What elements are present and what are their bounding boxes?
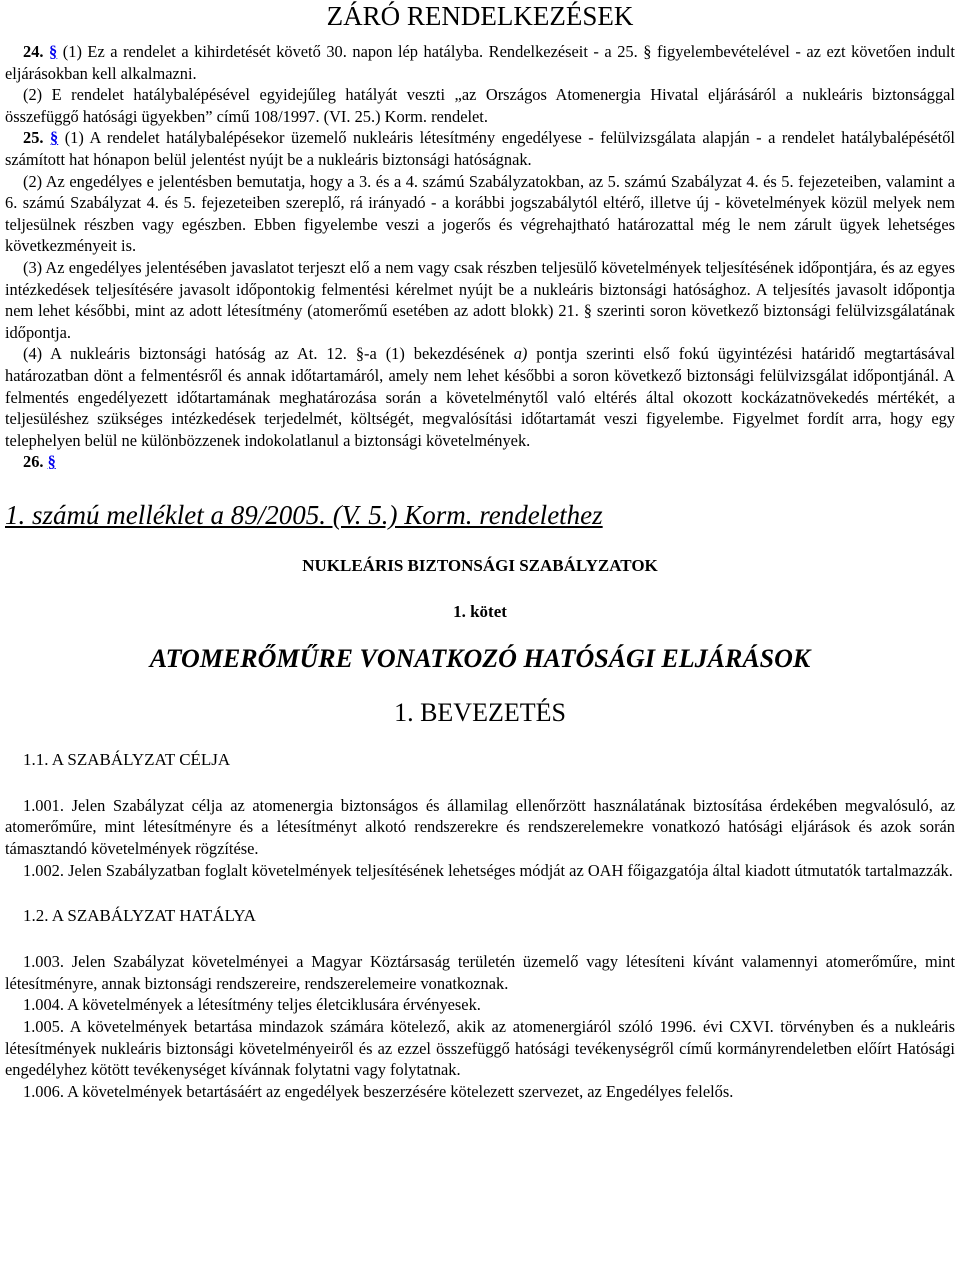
paragraph-1-004: 1.004. A követelmények a létesítmény teljes életciklusára érvényesek. <box>23 995 481 1015</box>
paragraph-sign-link[interactable]: § <box>50 128 59 148</box>
paragraph-text: (4) A nukleáris biztonsági hatóság az At. 12. §-a (1) bekezdésének <box>23 344 514 364</box>
paragraph-1-002: 1.002. Jelen Szabályzatban foglalt követelmények teljesítésének lehetséges módját az OAH főigazgatója által kiadott útmutatók tartalmazzák. <box>23 860 953 880</box>
volume-label: 1. kötet <box>453 601 507 621</box>
section-number: 25. <box>23 128 44 148</box>
section-24 <box>5 41 955 127</box>
paragraph-1-005: 1.005. A követelmények betartása mindazok számára kötelező, akik az atomenergiáról szóló 1996. évi CXVI. törvényben és a nukleáris létesítmények nukleáris biztonsági követelményeiről és az ezzel összefüggő hatósági tevékenységről című kormányrendeletben előírt Hatósági engedélyhez kötött tevékenységet kívánnak folytatni vagy folytatnak. <box>5 1017 955 1080</box>
volume-title: ATOMERŐMŰRE VONATKOZÓ HATÓSÁGI ELJÁRÁSOK <box>149 643 811 673</box>
chapter-heading: 1. BEVEZETÉS <box>394 697 566 727</box>
paragraph-sign-link[interactable]: § <box>47 452 56 472</box>
paragraph-sign-link[interactable]: § <box>49 42 58 61</box>
paragraph-25-2: (2) Az engedélyes e jelentésben bemutatja, hogy a 3. és a 4. számú Szabályzatokban, az 5. számú Szabályzat 4. és 5. fejezeteiben, valamint a 6. számú Szabályzat 4. és 5. fejezeteiben szereplő, rá irányadó - a korábbi jogszabálytól eltérő, illetve új - követelmények közül melyek nem teljesülnek részben vagy egészben. Ebben figyelembe veszi a jogerős és végrehajtható határozattal még le nem zárult ügyek lehetséges következményeit is. <box>5 171 955 256</box>
paragraph-24-2: (2) E rendelet hatálybalépésével egyidejűleg hatályát veszti „az Országos Atomenergia Hivatal eljárásáról a nukleáris biztonsággal összefüggő hatósági ügyekben” című 108/1997. (VI. 25.) Korm. rendelet. <box>5 85 955 126</box>
section-number: 24. <box>23 42 44 61</box>
section-heading-closing-provisions: ZÁRÓ RENDELKEZÉSEK <box>326 1 634 31</box>
paragraph-24-1 <box>5 41 955 84</box>
paragraph-1-006: 1.006. A követelmények betartásáért az engedélyek beszerzésére kötelezett szervezet, az Engedélyes felelős. <box>23 1081 734 1101</box>
annex-title: 1. számú melléklet a 89/2005. (V. 5.) Korm. rendelethez <box>5 499 603 530</box>
section-26 <box>5 451 955 473</box>
subsection-heading-scope: 1.2. A SZABÁLYZAT HATÁLYA <box>23 906 256 926</box>
paragraph-25-4 <box>5 343 955 451</box>
paragraph-text: (1) Ez a rendelet a kihirdetését követő 30. napon lép hatályba. Rendelkezéseit - a 25. § figyelembevételével - az ezt követően indult eljárásokban kell alkalmazni. <box>5 42 955 83</box>
paragraph-1-003: 1.003. Jelen Szabályzat követelményei a Magyar Köztársaság területén üzemelő vagy létesíteni kívánt valamennyi atomerőműre, mint létesítményre, annak biztonsági rendszereire, rendszerelemeire vonatkoznak. <box>5 952 955 993</box>
paragraph-text: pontja szerinti első fokú ügyintézési határidő megtartásával határozatban dönt a felmentésről és annak időtartamáról, amely nem lehet későbbi a soron következő biztonsági felülvizsgálat időpontjánál. A felmentés engedélyezett időtartamának meghatározása során a követelménytől való eltérés által okozott kockázatnövekedés mértékét, a teljesüléshez szükséges intézkedések terjedelmét, költségét, megvalósítási időtartamát veszi figyelembe. Figyelmet fordít arra, hogy egy telephelyen belül ne különbözzenek indokolatlanul a biztonsági követelmények. <box>5 344 955 450</box>
section-25 <box>5 127 955 451</box>
paragraph-text-italic: a) <box>513 344 528 364</box>
paragraph-1-001: 1.001. Jelen Szabályzat célja az atomenergia biztonságos és államilag ellenőrzött használatának biztosítása érdekében megvalósuló, az atomerőműre, mint létesítményre és a létesítményt alkotó rendszerekre és rendszerelemekre vonatkozó hatósági eljárások és azok során támasztandó követelmények rögzítése. <box>5 795 955 859</box>
code-title: NUKLEÁRIS BIZTONSÁGI SZABÁLYZATOK <box>302 555 658 575</box>
subsection-heading-purpose: 1.1. A SZABÁLYZAT CÉLJA <box>23 749 231 769</box>
paragraph-25-1 <box>5 127 955 170</box>
paragraph-25-3: (3) Az engedélyes jelentésében javaslatot terjeszt elő a nem vagy csak részben teljesülő követelmények teljesítésének időpontjára, és az egyes intézkedések teljesítésére javasolt időpontokig felmentési kérelmet nyújt be a nukleáris biztonsági hatósághoz. A teljesítés javasolt időpontja nem lehet későbbi, mint az adott létesítmény (atomerőmű esetében az adott blokk) 21. § szerinti soron következő biztonsági felülvizsgálatának időpontja. <box>5 257 955 342</box>
section-number: 26. <box>23 452 44 472</box>
paragraph-text: (1) A rendelet hatálybalépésekor üzemelő nukleáris létesítmény engedélyese - felülvizsgálata alapján - a rendelet hatálybalépésétől számított hat hónapon belül jelentést nyújt be a nukleáris biztonsági hatóságnak. <box>5 128 955 169</box>
